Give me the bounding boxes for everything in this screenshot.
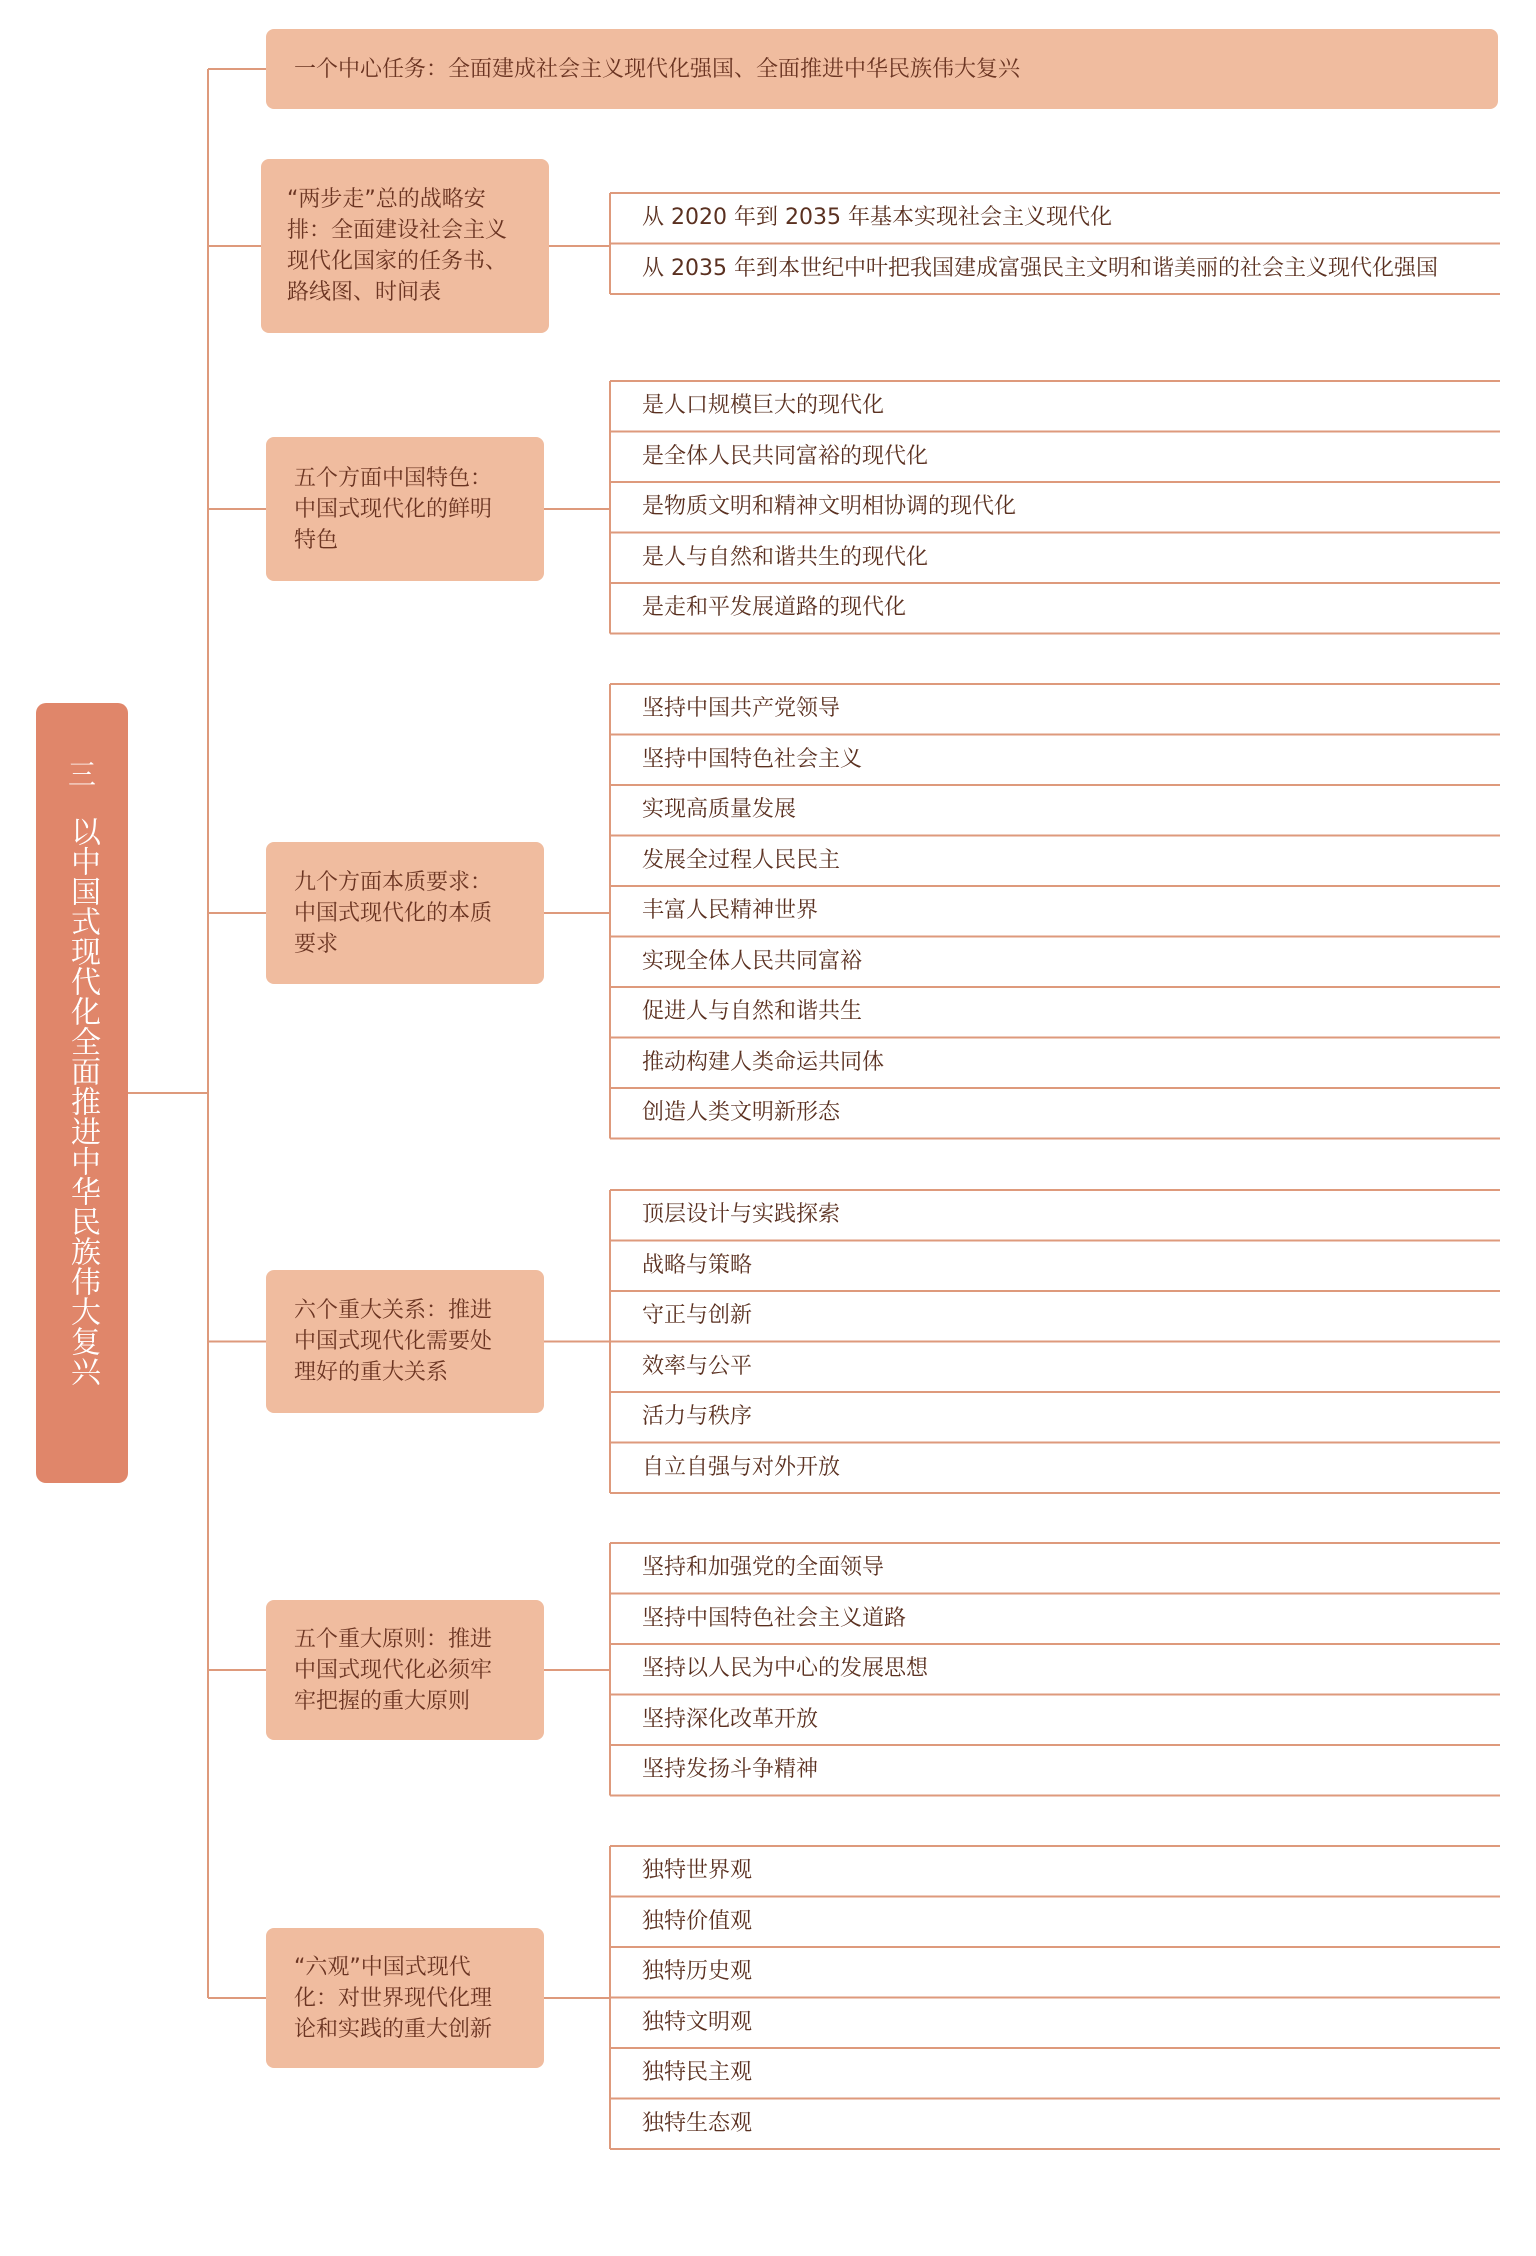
leaf-item: 是走和平发展道路的现代化 [642, 595, 907, 621]
branch-node-7 [266, 1928, 544, 2068]
leaf-item: 从 2020 年到 2035 年基本实现社会主义现代化 [642, 205, 1112, 231]
leaf-item: 活力与秩序 [642, 1404, 753, 1430]
branch-node-5 [266, 1270, 544, 1413]
branch-label-line: 六个重大关系：推进 [294, 1298, 493, 1323]
leaf-item: 顶层设计与实践探索 [642, 1202, 841, 1228]
branch-label-line: 化：对世界现代化理 [294, 1986, 493, 2011]
leaf-item: 坚持和加强党的全面领导 [642, 1555, 885, 1581]
leaf-item: 独特价值观 [642, 1908, 753, 1934]
leaf-item: 坚持中国特色社会主义 [642, 746, 863, 772]
leaf-item: 实现全体人民共同富裕 [642, 948, 863, 974]
leaf-item: 独特生态观 [642, 2110, 753, 2136]
leaf-item: 实现高质量发展 [642, 797, 797, 823]
leaf-item: 坚持发扬斗争精神 [642, 1757, 819, 1783]
leaf-item: 坚持中国共产党领导 [642, 696, 841, 722]
leaf-item: 独特世界观 [642, 1858, 753, 1884]
leaf-item: 是人与自然和谐共生的现代化 [642, 544, 929, 570]
branch-label-line: 五个重大原则：推进 [294, 1627, 493, 1652]
branch-label-line: 要求 [294, 932, 339, 957]
branch-label-line: 排：全面建设社会主义 [287, 218, 508, 243]
branch-node-3 [266, 437, 544, 581]
branch-label-line: 中国式现代化的本质 [294, 901, 493, 926]
leaf-item: 效率与公平 [642, 1353, 753, 1379]
leaf-item: 坚持中国特色社会主义道路 [642, 1605, 907, 1631]
branch-label-line: 五个方面中国特色： [294, 466, 493, 491]
leaf-item: 创造人类文明新形态 [642, 1100, 841, 1126]
branch-label-line: 论和实践的重大创新 [294, 2017, 493, 2042]
branch-label-line: 牢把握的重大原则 [294, 1689, 471, 1714]
leaf-item: 独特文明观 [642, 2009, 753, 2035]
leaf-item: 独特民主观 [642, 2060, 753, 2086]
branch-label-line: “六观”中国式现代 [294, 1955, 471, 1980]
leaf-item: 独特历史观 [642, 1959, 753, 1985]
branch-label-line: 路线图、时间表 [287, 280, 442, 305]
leaf-item: 自立自强与对外开放 [642, 1454, 841, 1480]
leaf-item: 是人口规模巨大的现代化 [642, 393, 885, 419]
branch-label-line: 九个方面本质要求： [294, 870, 493, 895]
leaf-item: 丰富人民精神世界 [642, 898, 819, 924]
root-node [36, 703, 128, 1483]
branch-label-line: 特色 [294, 528, 339, 553]
leaf-item: 坚持深化改革开放 [642, 1706, 819, 1732]
leaf-item: 是全体人民共同富裕的现代化 [642, 443, 929, 469]
leaf-item: 从 2035 年到本世纪中叶把我国建成富强民主文明和谐美丽的社会主义现代化强国 [642, 255, 1438, 281]
branch-node-4 [266, 842, 544, 984]
leaf-item: 促进人与自然和谐共生 [642, 999, 863, 1025]
root-title: 以中国式现代化全面推进中华民族伟大复兴 [65, 816, 100, 1386]
leaf-item: 战略与策略 [642, 1252, 753, 1278]
branch-label-line: 理好的重大关系 [294, 1360, 449, 1385]
branch-label-line: 现代化国家的任务书、 [287, 249, 508, 274]
leaf-item: 发展全过程人民民主 [642, 847, 841, 873]
branch-label-line: 中国式现代化需要处 [294, 1329, 493, 1354]
branch-node-2 [261, 159, 549, 333]
leaf-item: 推动构建人类命运共同体 [642, 1049, 885, 1075]
branch-label-line: 中国式现代化必须牢 [294, 1658, 493, 1683]
branch-label-line: “两步走”总的战略安 [287, 187, 486, 212]
leaf-item: 守正与创新 [642, 1303, 753, 1329]
leaf-item: 坚持以人民为中心的发展思想 [642, 1656, 929, 1682]
branch-node-6 [266, 1600, 544, 1740]
root-number: 三 [67, 758, 96, 791]
branch-label: 一个中心任务：全面建成社会主义现代化强国、全面推进中华民族伟大复兴 [294, 56, 1021, 82]
leaf-item: 是物质文明和精神文明相协调的现代化 [642, 494, 1017, 520]
branch-node-1 [266, 29, 1498, 109]
branch-label-line: 中国式现代化的鲜明 [294, 497, 493, 522]
